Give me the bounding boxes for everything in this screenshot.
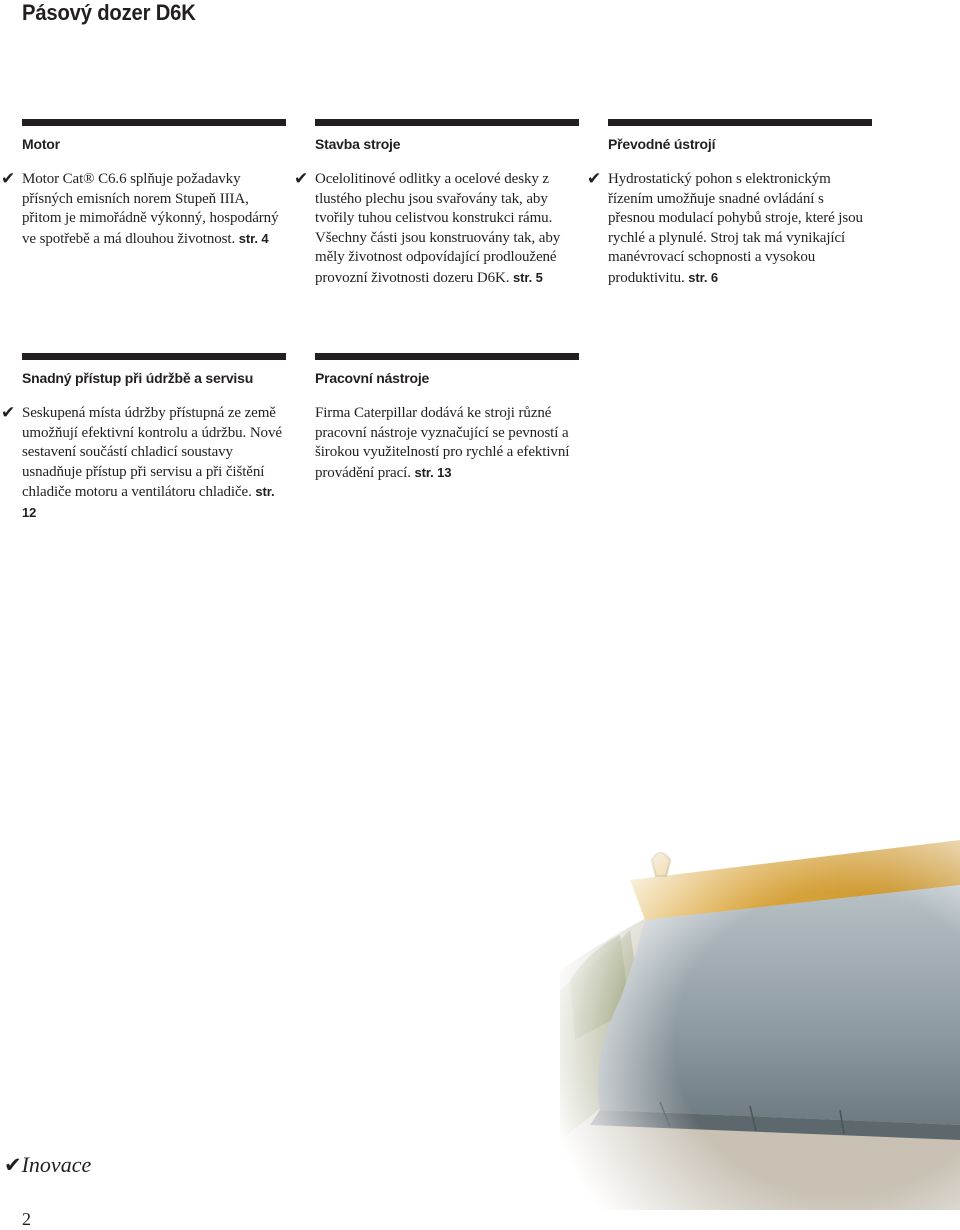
- innovation-legend: [4, 1152, 91, 1178]
- section-text: Firma Caterpillar dodává ke stroji různé pracovní nástroje vyznačující se pevností a širokou využitelností pro rychlé a efektivní provádění prací.: [315, 405, 570, 481]
- page-number: 2: [22, 1209, 31, 1229]
- section-stavba-stroje: [294, 119, 579, 288]
- page-reference: str. 5: [513, 269, 543, 285]
- section-body: [1, 403, 286, 523]
- page-reference: str. 6: [688, 269, 719, 285]
- section-text: Motor Cat® C6.6 splňuje požadavky přísných emisních norem Stupeň IIIA, přitom je mimořádně výkonný, hospodárný ve spotřebě a má dlouhou životnost.: [22, 171, 279, 247]
- section-heading: Pracovní nástroje: [315, 370, 430, 386]
- section-rule: [608, 119, 872, 126]
- section-text: Seskupená místa údržby přístupná ze země umožňují efektivní kontrolu a údržbu. Nové sestavení součástí chladicí soustavy usnadňuje přístup při servisu a při čištění chladiče motoru a ventilátoru chladiče.: [22, 405, 282, 500]
- page-reference: str. 12: [22, 484, 275, 520]
- check-icon: ✔: [294, 169, 309, 189]
- section-rule: [315, 353, 579, 360]
- section-rule: [315, 119, 579, 126]
- section-text: Hydrostatický pohon s elektronickým řízením umožňuje snadné ovládání s přesnou modulací pohybů stroje, které jsou rychlé a plynulé. Stroj tak má vynikající manévrovací schopnosti a vysokou produktivitu.: [608, 171, 863, 286]
- section-prevodne-ustroji: [587, 119, 872, 288]
- check-icon: ✔: [587, 169, 602, 189]
- section-heading: Motor: [22, 136, 60, 152]
- check-icon: ✔: [4, 1153, 22, 1177]
- section-heading: Snadný přístup při údržbě a servisu: [22, 370, 254, 386]
- page-reference: str. 4: [238, 230, 269, 246]
- section-heading: Stavba stroje: [315, 136, 401, 152]
- section-body: [315, 404, 579, 483]
- section-motor: [1, 119, 286, 249]
- section-body: [294, 169, 579, 288]
- section-rule: [22, 119, 286, 126]
- section-udrzba-servis: [1, 353, 286, 523]
- section-pracovni-nastroje: [315, 353, 579, 483]
- innovation-label: Inovace: [21, 1152, 92, 1177]
- check-icon: ✔: [1, 169, 16, 189]
- section-body: [587, 169, 872, 288]
- page-title: Pásový dozer D6K: [22, 0, 196, 25]
- check-icon: ✔: [1, 403, 16, 423]
- section-heading: Převodné ústrojí: [608, 136, 716, 152]
- section-text: Ocelolitinové odlitky a ocelové desky z tlustého plechu jsou svařovány tak, aby tvořily tuhou celistvou konstrukci rámu. Všechny části jsou konstruovány tak, aby měly životnost odpovídající prodloužené provozní životnosti dozeru D6K.: [315, 171, 561, 286]
- section-body: [1, 169, 286, 249]
- dozer-blade-photo: [560, 840, 960, 1210]
- section-rule: [22, 353, 286, 360]
- page-reference: str. 13: [414, 464, 452, 480]
